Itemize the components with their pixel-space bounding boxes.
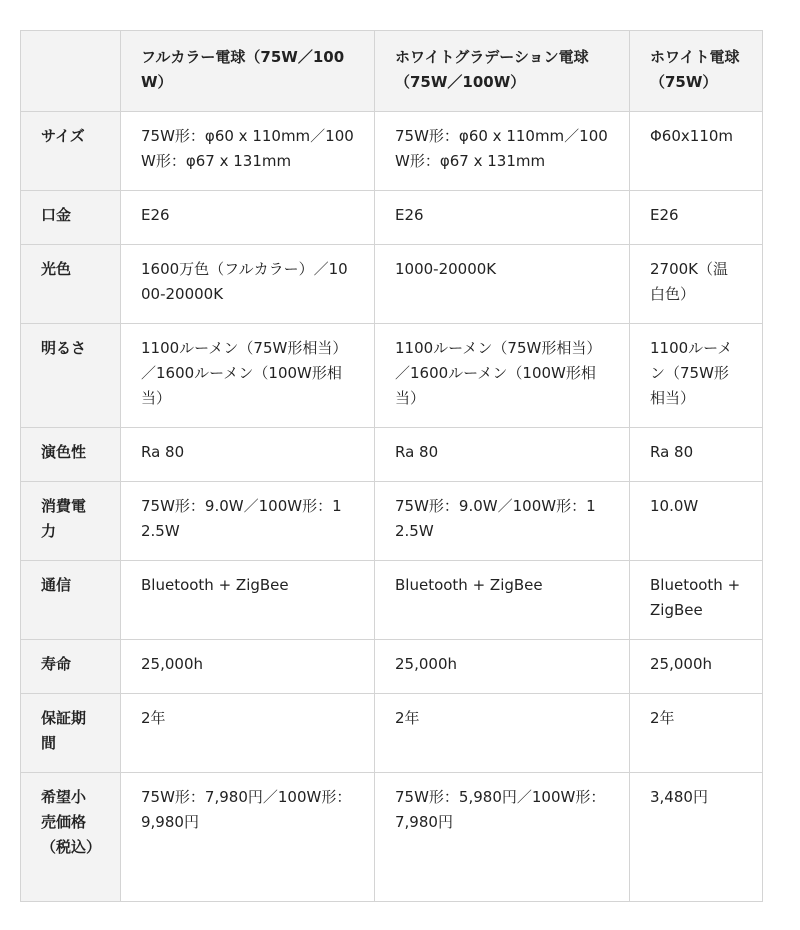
spec-comparison-table <box>20 30 763 902</box>
table-cell: 75W形：9.0W／100W形：12.5W <box>375 482 630 561</box>
row-label-retail-price: 希望小売価格（税込） <box>21 773 121 902</box>
row-label-lifespan: 寿命 <box>21 640 121 694</box>
table-row <box>21 640 763 694</box>
table-cell: 2年 <box>630 694 763 773</box>
row-label-base: 口金 <box>21 191 121 245</box>
table-cell: 1600万色（フルカラー）／1000-20000K <box>121 245 375 324</box>
row-label-brightness: 明るさ <box>21 324 121 428</box>
table-cell: Bluetooth + ZigBee <box>630 561 763 640</box>
table-row <box>21 773 763 902</box>
header-full-color-bulb: フルカラー電球（75W／100W） <box>121 31 375 112</box>
table-cell: 75W形：7,980円／100W形：9,980円 <box>121 773 375 902</box>
table-cell: 75W形：φ60 x 110mm／100W形：φ67 x 131mm <box>121 112 375 191</box>
table-cell: 2年 <box>375 694 630 773</box>
table-row <box>21 428 763 482</box>
table-cell: 25,000h <box>375 640 630 694</box>
table-cell: Φ60x110m <box>630 112 763 191</box>
table-cell: Bluetooth + ZigBee <box>375 561 630 640</box>
header-empty-cell <box>21 31 121 112</box>
row-label-size: サイズ <box>21 112 121 191</box>
table-cell: E26 <box>375 191 630 245</box>
table-cell: 75W形：φ60 x 110mm／100W形：φ67 x 131mm <box>375 112 630 191</box>
table-row <box>21 694 763 773</box>
table-cell: 1100ルーメン（75W形相当）／1600ルーメン（100W形相当） <box>121 324 375 428</box>
table-cell: Ra 80 <box>121 428 375 482</box>
row-label-color-rendering: 演色性 <box>21 428 121 482</box>
table-cell: 75W形：5,980円／100W形：7,980円 <box>375 773 630 902</box>
table-cell: E26 <box>630 191 763 245</box>
row-label-communication: 通信 <box>21 561 121 640</box>
table-cell: 10.0W <box>630 482 763 561</box>
table-cell: Ra 80 <box>630 428 763 482</box>
table-cell: 25,000h <box>630 640 763 694</box>
row-label-power-consumption: 消費電力 <box>21 482 121 561</box>
row-label-light-color: 光色 <box>21 245 121 324</box>
table-row <box>21 561 763 640</box>
table-row <box>21 482 763 561</box>
spec-table-container <box>20 30 763 902</box>
table-row <box>21 245 763 324</box>
table-header-row <box>21 31 763 112</box>
header-white-bulb: ホワイト電球（75W） <box>630 31 763 112</box>
row-label-warranty: 保証期間 <box>21 694 121 773</box>
table-cell: E26 <box>121 191 375 245</box>
table-cell: Ra 80 <box>375 428 630 482</box>
table-cell: 2700K（温白色） <box>630 245 763 324</box>
table-cell: 2年 <box>121 694 375 773</box>
table-row <box>21 112 763 191</box>
table-cell: 1000-20000K <box>375 245 630 324</box>
header-white-gradation-bulb: ホワイトグラデーション電球（75W／100W） <box>375 31 630 112</box>
table-row <box>21 324 763 428</box>
table-cell: 3,480円 <box>630 773 763 902</box>
table-cell: Bluetooth + ZigBee <box>121 561 375 640</box>
table-cell: 75W形：9.0W／100W形：12.5W <box>121 482 375 561</box>
table-cell: 25,000h <box>121 640 375 694</box>
table-cell: 1100ルーメン（75W形相当） <box>630 324 763 428</box>
table-cell: 1100ルーメン（75W形相当）／1600ルーメン（100W形相当） <box>375 324 630 428</box>
table-row <box>21 191 763 245</box>
